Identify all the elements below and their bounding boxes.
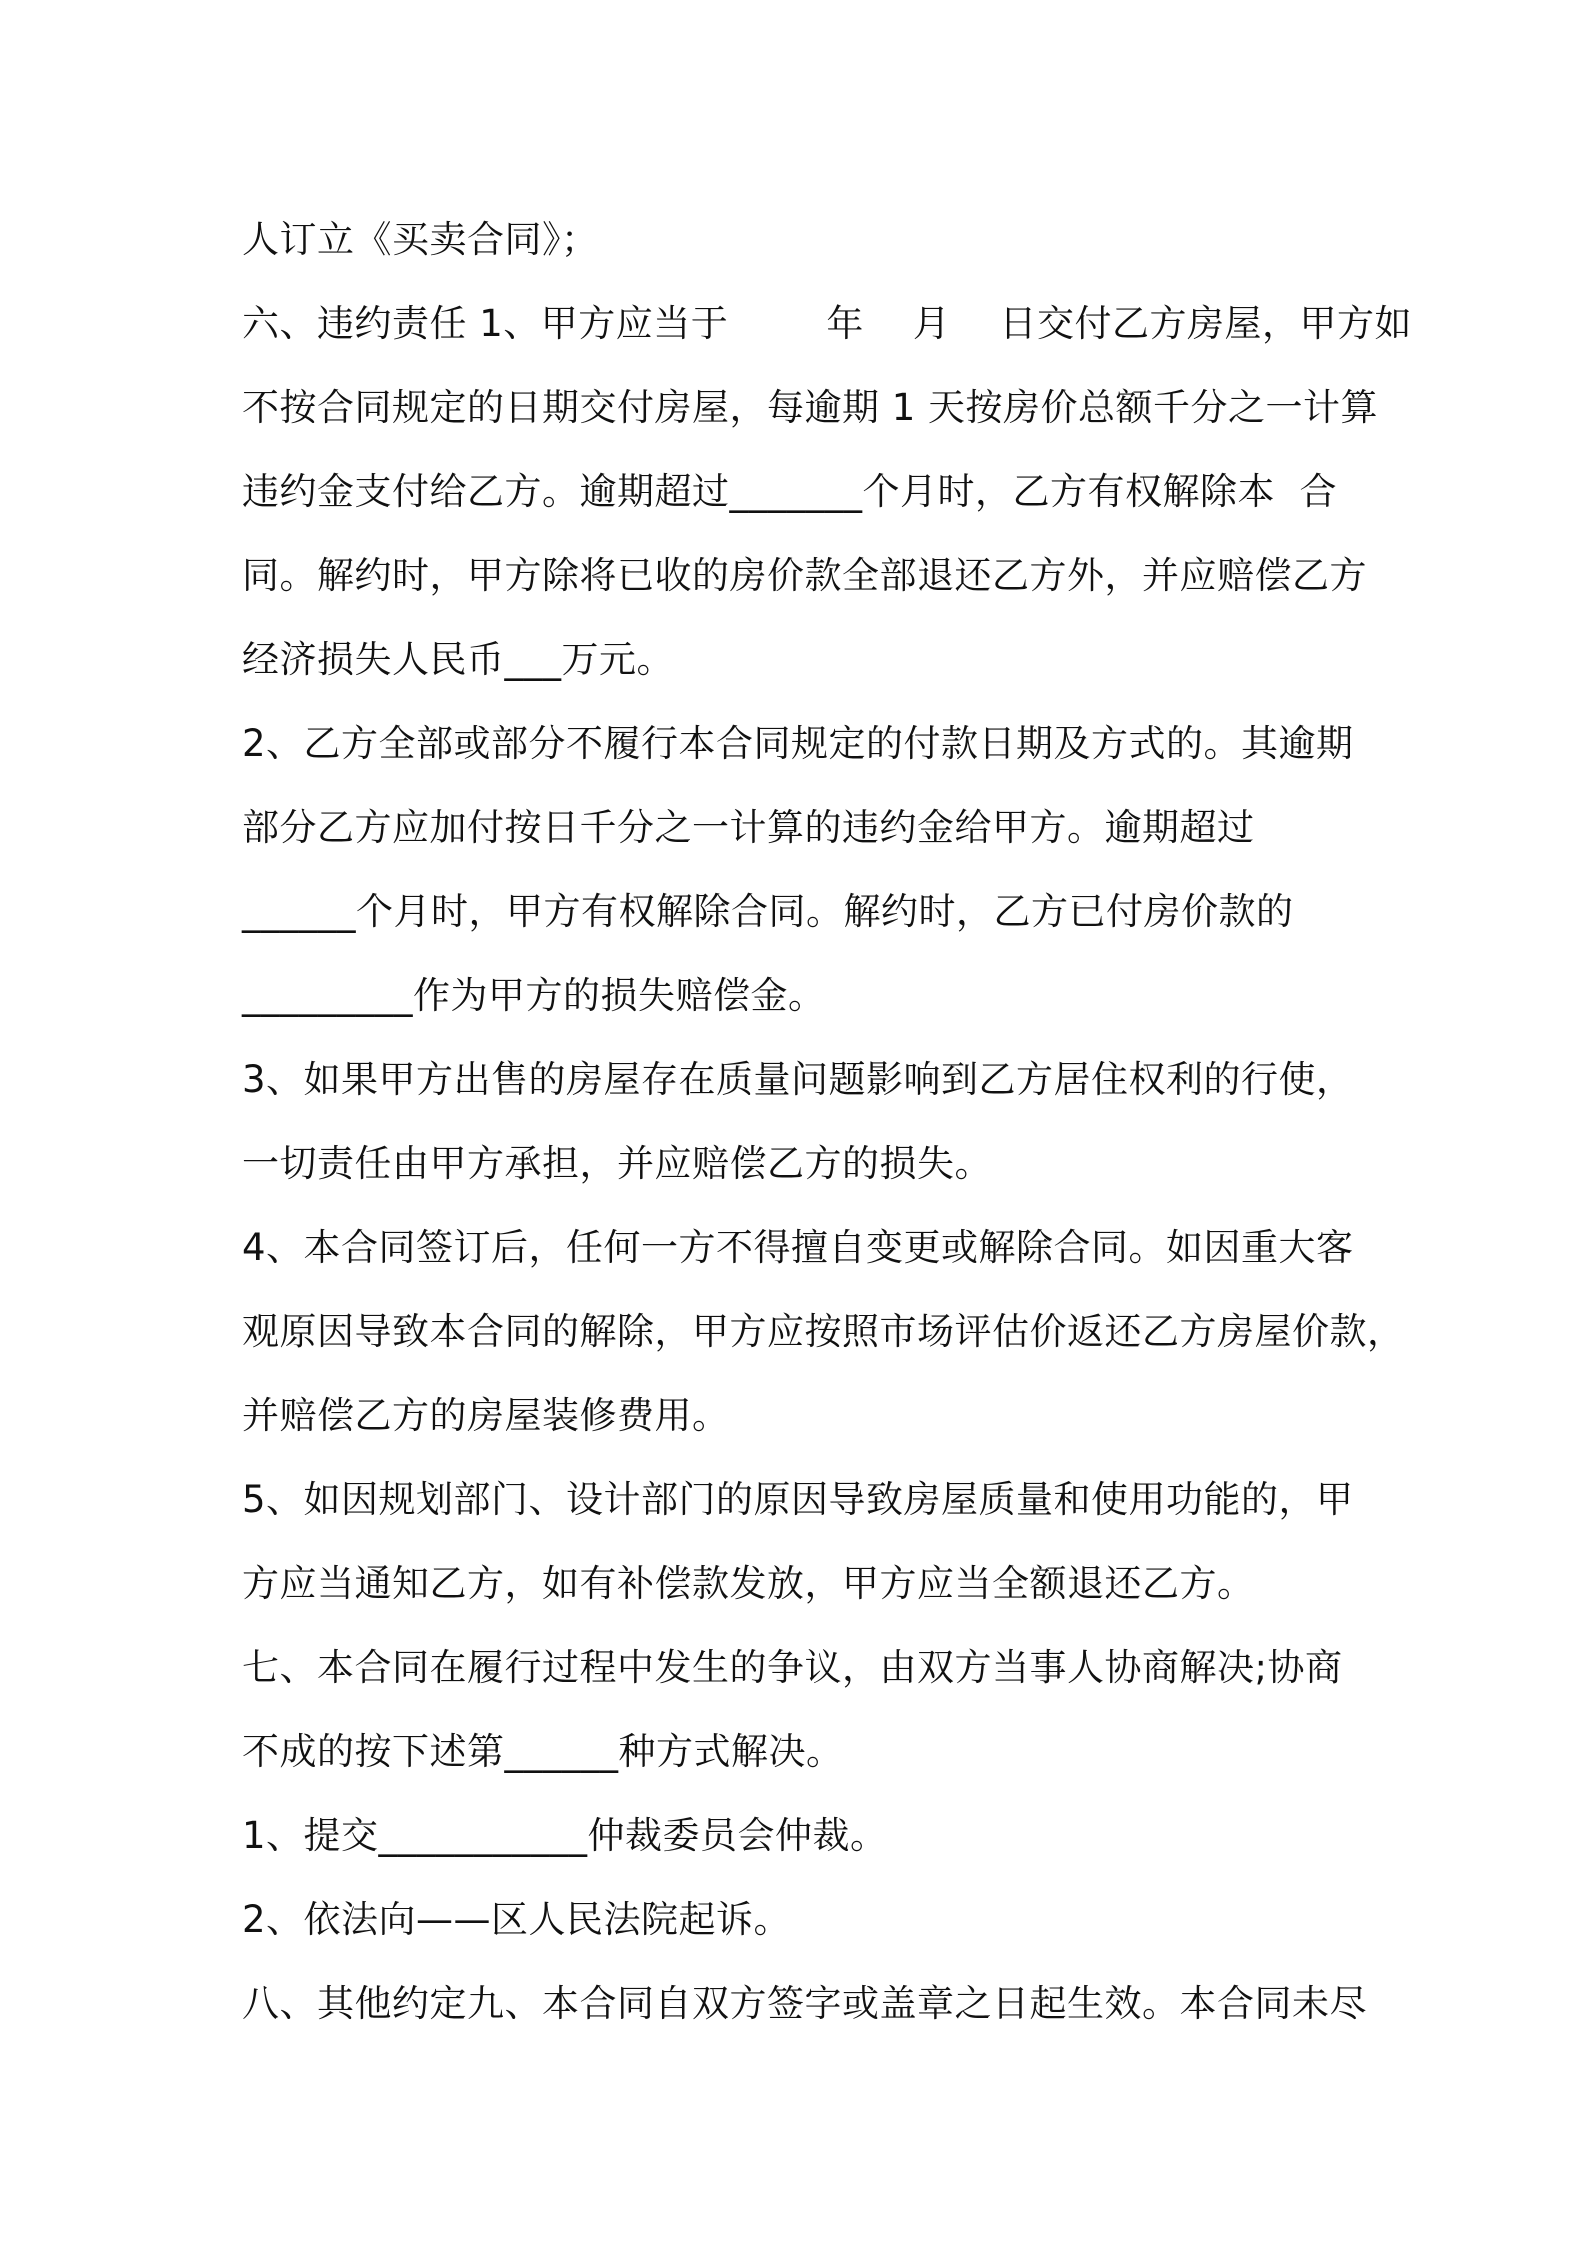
text-line-2: 六、违约责任 1、甲方应当于 年 月 日交付乙方房屋，甲方如: [242, 302, 1412, 345]
text-line-6: 经济损失人民币___万元。: [242, 638, 674, 681]
text-line-19: 不成的按下述第______种方式解决。: [242, 1730, 844, 1773]
text-line-3: 不按合同规定的日期交付房屋，每逾期 1 天按房价总额千分之一计算: [242, 386, 1379, 429]
text-line-11: 3、如果甲方出售的房屋存在质量问题影响到乙方居住权利的行使，: [242, 1058, 1354, 1101]
text-line-10: _________作为甲方的损失赔偿金。: [242, 974, 826, 1017]
text-line-16: 5、如因规划部门、设计部门的原因导致房屋质量和使用功能的，甲: [242, 1478, 1354, 1521]
text-line-7: 2、乙方全部或部分不履行本合同规定的付款日期及方式的。其逾期: [242, 722, 1354, 765]
text-line-18: 七、本合同在履行过程中发生的争议，由双方当事人协商解决;协商: [242, 1646, 1343, 1689]
text-line-8: 部分乙方应加付按日千分之一计算的违约金给甲方。逾期超过: [242, 806, 1255, 849]
text-line-1: 人订立《买卖合同》；: [242, 218, 599, 261]
text-line-12: 一切责任由甲方承担，并应赔偿乙方的损失。: [242, 1142, 992, 1185]
text-line-4: 违约金支付给乙方。逾期超过_______个月时，乙方有权解除本 合: [242, 470, 1338, 513]
text-line-5: 同。解约时，甲方除将已收的房价款全部退还乙方外，并应赔偿乙方: [242, 554, 1367, 597]
text-line-13: 4、本合同签订后，任何一方不得擅自变更或解除合同。如因重大客: [242, 1226, 1354, 1269]
text-line-21: 2、依法向——区人民法院起诉。: [242, 1898, 792, 1941]
text-line-22: 八、其他约定九、本合同自双方签字或盖章之日起生效。本合同未尽: [242, 1982, 1367, 2025]
text-line-9: ______个月时，甲方有权解除合同。解约时，乙方已付房价款的: [242, 890, 1294, 933]
contract-body: [242, 198, 1412, 2046]
text-line-15: 并赔偿乙方的房屋装修费用。: [242, 1394, 730, 1437]
text-line-14: 观原因导致本合同的解除，甲方应按照市场评估价返还乙方房屋价款，: [242, 1310, 1405, 1353]
text-line-17: 方应当通知乙方，如有补偿款发放，甲方应当全额退还乙方。: [242, 1562, 1255, 1605]
text-line-20: 1、提交___________仲裁委员会仲裁。: [242, 1814, 888, 1857]
